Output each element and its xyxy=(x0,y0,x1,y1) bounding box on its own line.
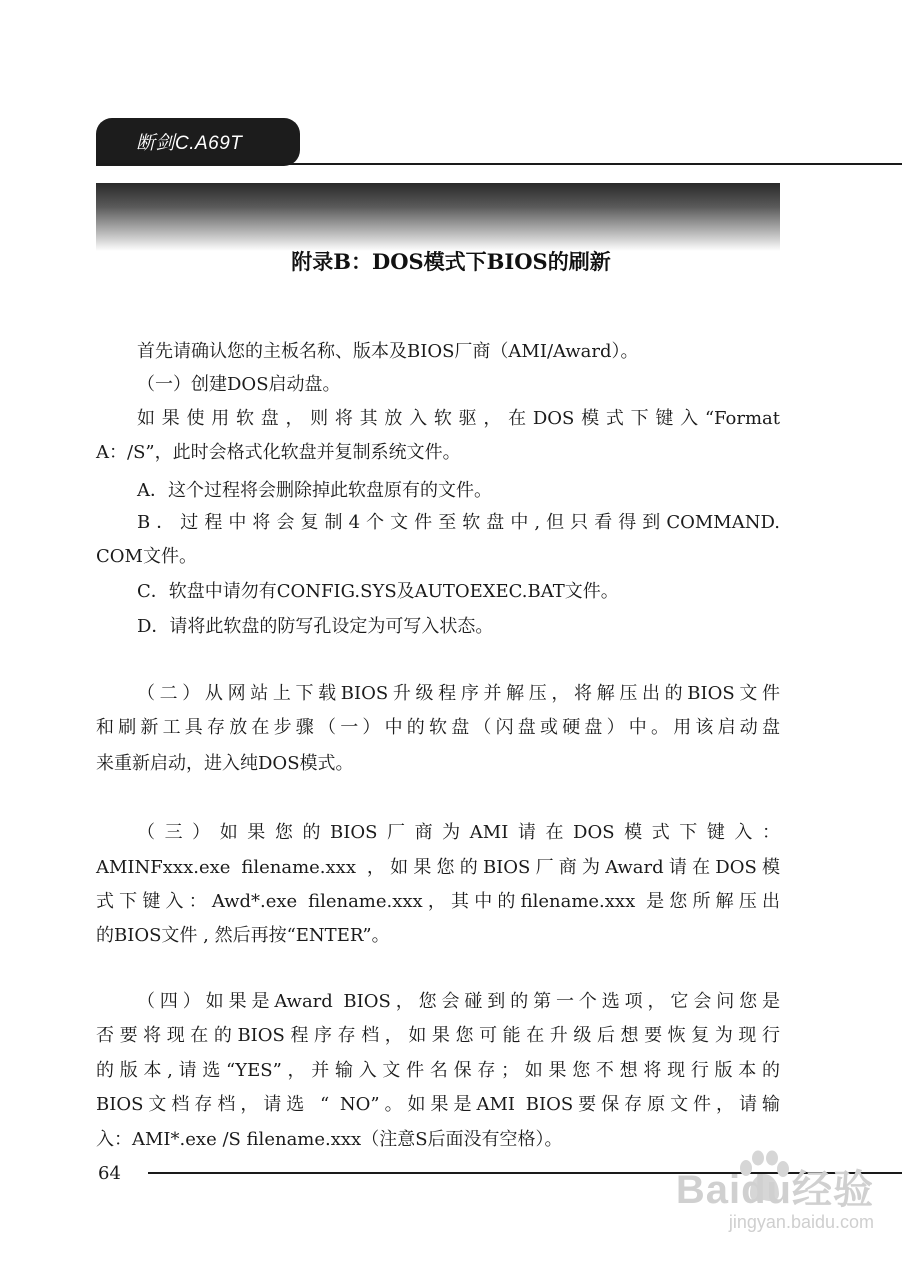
step4-line: 的版本,请选“YES”，并输入文件名保存；如果您不想将现行版本的 xyxy=(96,1060,780,1081)
header-rule xyxy=(96,163,902,165)
step3-line: AMINFxxx.exe filename.xxx ，如果您的BIOS厂商为Award请在DOS模 xyxy=(96,857,780,878)
watermark-logo: Baidu经验 xyxy=(675,1168,874,1212)
appendix-title: 附录B：DOS模式下BIOS的刷新 xyxy=(291,249,611,274)
step1-body-line: A：/S”，此时会格式化软盘并复制系统文件。 xyxy=(96,442,461,463)
note-c: C．软盘中请勿有CONFIG.SYS及AUTOEXEC.BAT文件。 xyxy=(137,581,619,602)
note-d: D．请将此软盘的防写孔设定为可写入状态。 xyxy=(137,616,494,637)
step4-line: 入：AMI*.exe /S filename.xxx（注意S后面没有空格）。 xyxy=(96,1129,563,1150)
header-tab xyxy=(96,118,300,166)
step2-line: （二）从网站上下载BIOS升级程序并解压，将解压出的BIOS文件 xyxy=(137,683,780,704)
page-number: 64 xyxy=(98,1163,121,1184)
step1-heading: （一）创建DOS启动盘。 xyxy=(137,374,341,395)
step3-line: 式下键入：Awd*.exe filename.xxx，其中的filename.xxx 是您所解压出 xyxy=(96,891,780,912)
note-a: A．这个过程将会删除掉此软盘原有的文件。 xyxy=(137,480,492,501)
step1-body-line: 如果使用软盘，则将其放入软驱，在DOS模式下键入“Format xyxy=(137,408,780,429)
watermark-url: jingyan.baidu.com xyxy=(728,1212,874,1232)
header-model-name: 断剑C.A69T xyxy=(136,133,243,154)
step2-line: 来重新启动，进入纯DOS模式。 xyxy=(96,753,354,774)
step4-line: BIOS文档存档，请选 “ NO”。如果是AMI BIOS要保存原文件，请输 xyxy=(96,1094,780,1115)
step4-line: 否要将现在的BIOS程序存档，如果您可能在升级后想要恢复为现行 xyxy=(96,1025,780,1046)
baidu-watermark xyxy=(634,1150,874,1240)
step3-line: 的BIOS文件 , 然后再按“ENTER”。 xyxy=(96,925,390,946)
step3-line: （三）如果您的BIOS厂商为AMI请在DOS模式下键入： xyxy=(137,822,780,843)
step4-line: （四）如果是Award BIOS，您会碰到的第一个选项，它会问您是 xyxy=(137,991,780,1012)
step2-line: 和刷新工具存放在步骤（一）中的软盘（闪盘或硬盘）中。用该启动盘 xyxy=(96,717,780,738)
note-b-line: B．过程中将会复制4个文件至软盘中,但只看得到COMMAND. xyxy=(137,512,780,533)
title-banner xyxy=(96,183,780,251)
intro-paragraph: 首先请确认您的主板名称、版本及BIOS厂商（AMI/Award）。 xyxy=(137,341,639,362)
note-b-line: COM文件。 xyxy=(96,546,197,567)
